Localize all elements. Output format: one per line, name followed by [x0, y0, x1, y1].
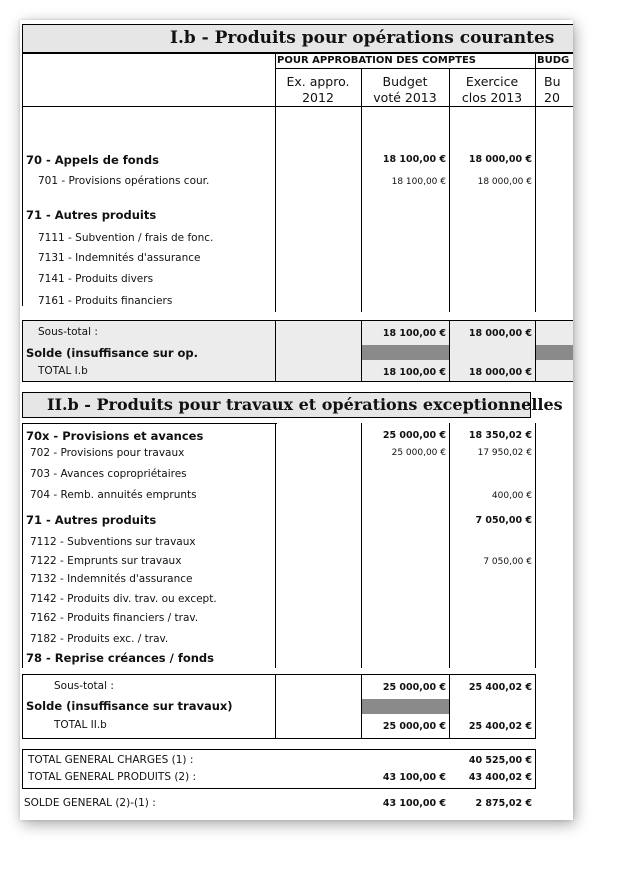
row-7122-label: 7122 - Emprunts sur travaux: [30, 555, 182, 567]
section2-subtotal-budget: 25 000,00 €: [382, 682, 446, 693]
row-71-label: 71 - Autres produits: [26, 208, 157, 222]
section1-total-exercice: 18 000,00 €: [468, 367, 532, 378]
row-701-label: 701 - Provisions opérations cour.: [38, 175, 210, 187]
row-71b-label: 71 - Autres produits: [26, 513, 157, 527]
total-produits-label: TOTAL GENERAL PRODUITS (2) :: [28, 771, 197, 783]
total-produits-exercice: 43 400,02 €: [468, 772, 532, 783]
solde-general-label: SOLDE GENERAL (2)-(1) :: [24, 797, 156, 809]
row-703-label: 703 - Avances copropriétaires: [30, 468, 187, 480]
row-7111-label: 7111 - Subvention / frais de fonc.: [38, 232, 214, 244]
row-7112-label: 7112 - Subventions sur travaux: [30, 536, 196, 548]
col-header-exercice-clos: Exercice clos 2013: [461, 74, 523, 105]
section2-total-budget: 25 000,00 €: [382, 721, 446, 732]
row-71b-exercice: 7 050,00 €: [475, 515, 532, 526]
section1-subtotal-label: Sous-total :: [38, 326, 98, 338]
row-701-exercice: 18 000,00 €: [477, 177, 532, 187]
group-header-budget: BUDG: [537, 55, 570, 66]
solde-general-budget: 43 100,00 €: [382, 798, 446, 809]
row-7131-label: 7131 - Indemnités d'assurance: [38, 252, 201, 264]
row-70x-budget: 25 000,00 €: [382, 430, 446, 441]
col-header-budget-vote: Budget voté 2013: [373, 74, 437, 105]
row-7142-label: 7142 - Produits div. trav. ou except.: [30, 593, 217, 605]
total-charges-label: TOTAL GENERAL CHARGES (1) :: [28, 754, 194, 766]
section2-total-exercice: 25 400,02 €: [468, 721, 532, 732]
section1-solde-hatch-next: [536, 345, 573, 360]
section1-title: I.b - Produits pour opérations courantes: [170, 28, 555, 48]
row-704-label: 704 - Remb. annuités emprunts: [30, 489, 197, 501]
row-70-budget: 18 100,00 €: [382, 154, 446, 165]
section1-total-label: TOTAL I.b: [38, 365, 88, 377]
col-header-ex-appro: Ex. appro. 2012: [286, 74, 350, 105]
row-70x-exercice: 18 350,02 €: [468, 430, 532, 441]
row-7161-label: 7161 - Produits financiers: [38, 295, 173, 307]
solde-general-exercice: 2 875,02 €: [475, 798, 532, 809]
total-charges-exercice: 40 525,00 €: [468, 755, 532, 766]
total-produits-budget: 43 100,00 €: [382, 772, 446, 783]
section2-total-label: TOTAL II.b: [54, 719, 107, 731]
section1-solde-hatch: [362, 345, 449, 360]
group-header-approbation: POUR APPROBATION DES COMPTES: [277, 55, 476, 66]
row-702-label: 702 - Provisions pour travaux: [30, 447, 185, 459]
section2-subtotal-label: Sous-total :: [54, 680, 114, 692]
row-78-label: 78 - Reprise créances / fonds: [26, 651, 215, 665]
row-7141-label: 7141 - Produits divers: [38, 273, 154, 285]
col-header-budget-next: Bu 20: [544, 74, 561, 105]
row-7132-label: 7132 - Indemnités d'assurance: [30, 573, 193, 585]
row-70-label: 70 - Appels de fonds: [26, 153, 159, 167]
section1-total-budget: 18 100,00 €: [382, 367, 446, 378]
row-702-exercice: 17 950,02 €: [477, 448, 532, 458]
row-70-exercice: 18 000,00 €: [468, 154, 532, 165]
section1-solde-label: Solde (insuffisance sur op.: [26, 346, 199, 360]
section2-solde-hatch: [362, 699, 449, 714]
row-7122-exercice: 7 050,00 €: [483, 557, 532, 567]
section1-subtotal-budget: 18 100,00 €: [382, 328, 446, 339]
section1-subtotal-exercice: 18 000,00 €: [468, 328, 532, 339]
row-70x-label: 70x - Provisions et avances: [26, 429, 204, 443]
document-page: [20, 20, 573, 820]
row-701-budget: 18 100,00 €: [391, 177, 446, 187]
section2-title: II.b - Produits pour travaux et opérations exceptionnelles: [47, 395, 563, 414]
row-7182-label: 7182 - Produits exc. / trav.: [30, 633, 169, 645]
row-702-budget: 25 000,00 €: [391, 448, 446, 458]
row-7162-label: 7162 - Produits financiers / trav.: [30, 612, 199, 624]
section2-subtotal-exercice: 25 400,02 €: [468, 682, 532, 693]
section2-solde-label: Solde (insuffisance sur travaux): [26, 699, 233, 713]
row-704-exercice: 400,00 €: [491, 491, 532, 501]
